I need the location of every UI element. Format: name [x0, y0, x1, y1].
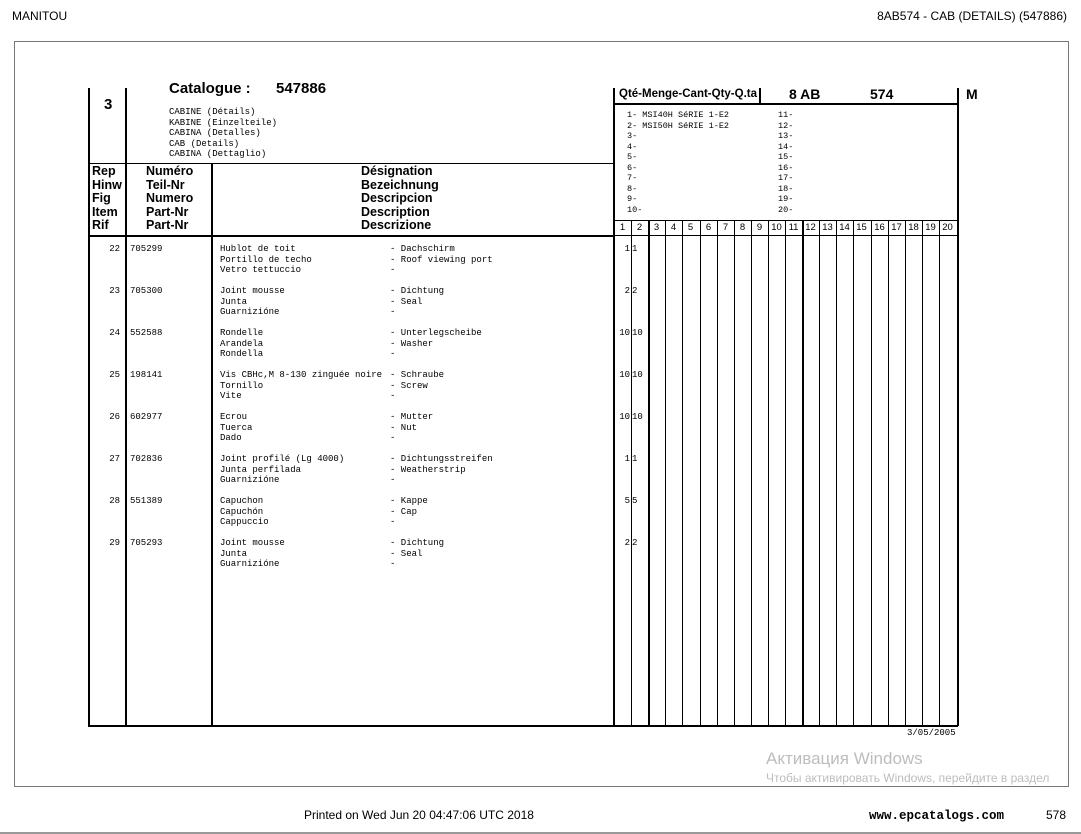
quantity-model-1: 2 [624, 286, 630, 296]
designation-translation: - Dachschirm [390, 244, 455, 254]
designation-line: Capuchón [220, 506, 264, 517]
designation-translation: - Seal [390, 296, 423, 307]
designation-translation: - Dichtung [390, 538, 445, 548]
section-titles: CABINE (Détails) KABINE (Einzelteile) CABINA (Detalles) CAB (Details) CABINA (Dettaglio) [169, 107, 278, 160]
item-ref: 28 [109, 496, 120, 506]
designation-line: Hublot de toit [220, 244, 296, 254]
designation-translation: - [390, 517, 396, 527]
item-ref: 29 [109, 538, 120, 548]
group-number: 574 [870, 86, 894, 102]
column-header-rep: Rep Hinw Fig Item Rif [92, 164, 122, 232]
designation-translation: - Washer [390, 338, 434, 349]
item-ref: 22 [109, 244, 120, 254]
designation-translation: - Roof viewing port [390, 254, 493, 265]
designation-line: Joint mousse [220, 286, 285, 296]
designation-line: Junta [220, 548, 248, 559]
qty-column-header: 4 [670, 222, 677, 233]
designation-translation: - [390, 475, 396, 485]
column-header-numero: Numéro Teil-Nr Numero Part-Nr Part-Nr [146, 164, 194, 232]
quantity-model-2: 1 [632, 454, 638, 464]
qty-column-header: 18 [908, 222, 919, 233]
windows-activation-title: Активация Windows [766, 749, 923, 768]
qty-column-header: 17 [891, 222, 902, 233]
item-ref: 26 [109, 412, 120, 422]
model-list-left: 1- MSI40H SéRIE 1-E2 2- MSI50H SéRIE 1-E2 3- 4- 5- 6- 7- 8- 9- 10- [627, 110, 730, 215]
designation-line: Tornillo [220, 380, 264, 391]
qty-column-header: 14 [839, 222, 850, 233]
qty-column-header: 12 [805, 222, 816, 233]
qty-column-header: 5 [687, 222, 694, 233]
sheet-date: 3/05/2005 [907, 728, 956, 738]
quantity-model-1: 10 [619, 328, 630, 338]
printed-on-label: Printed on Wed Jun 20 04:47:06 UTC 2018 [304, 808, 534, 822]
designation-line: Junta perfilada [220, 464, 302, 475]
designation-translation: - Schraube [390, 370, 445, 380]
windows-activation-hint[interactable]: Чтобы активировать Windows, перейдите в раздел [766, 771, 1050, 785]
qty-column-header: 2 [636, 222, 643, 233]
qty-column-header: 11 [788, 222, 799, 233]
designation-translation: - Nut [390, 422, 418, 433]
qty-column-header: 1 [619, 222, 626, 233]
designation-translation: - Cap [390, 506, 418, 517]
quantity-model-2: 10 [632, 370, 643, 380]
designation-line: Portillo de techo [220, 254, 312, 265]
part-number: 705293 [130, 538, 163, 548]
designation-translation: - Kappe [390, 496, 428, 506]
model-list-right: 11- 12- 13- 14- 15- 16- 17- 18- 19- 20- [778, 110, 794, 215]
part-number: 705300 [130, 286, 163, 296]
qty-column-header: 7 [722, 222, 729, 233]
column-header-designation: Désignation Bezeichnung Descripcion Description Descrizione [361, 164, 439, 232]
quantity-model-1: 1 [624, 244, 630, 254]
designation-line: Vite [220, 391, 242, 401]
catalogue-label: Catalogue : [169, 80, 251, 97]
qty-column-header: 19 [925, 222, 936, 233]
designation-translation: - [390, 391, 396, 401]
designation-line: Guarnizióne [220, 307, 280, 317]
designation-translation: - [390, 349, 396, 359]
part-number: 552588 [130, 328, 163, 338]
designation-line: Rondella [220, 349, 264, 359]
quantity-model-1: 2 [624, 538, 630, 548]
designation-line: Guarnizióne [220, 475, 280, 485]
brand-label: MANITOU [12, 9, 68, 23]
part-number: 702836 [130, 454, 163, 464]
designation-translation: - Unterlegscheibe [390, 328, 482, 338]
qty-column-header: 10 [771, 222, 782, 233]
designation-line: Capuchon [220, 496, 264, 506]
qty-column-header: 16 [874, 222, 885, 233]
quantity-model-2: 2 [632, 538, 638, 548]
designation-translation: - [390, 559, 396, 569]
designation-line: Tuerca [220, 422, 253, 433]
qty-column-header: 8 [739, 222, 746, 233]
quantity-model-2: 2 [632, 286, 638, 296]
designation-line: Vis CBHc,M 8-130 zinguée noire [220, 370, 383, 380]
part-number: 551389 [130, 496, 163, 506]
quantity-model-2: 1 [632, 244, 638, 254]
designation-line: Cappuccio [220, 517, 269, 527]
designation-line: Joint profilé (Lg 4000) [220, 454, 345, 464]
designation-translation: - Mutter [390, 412, 434, 422]
designation-line: Guarnizióne [220, 559, 280, 569]
designation-line: Dado [220, 433, 242, 443]
document-title: 8AB574 - CAB (DETAILS) (547886) [877, 9, 1067, 23]
catalogue-number: 547886 [276, 80, 327, 97]
item-ref: 27 [109, 454, 120, 464]
quantity-model-2: 5 [632, 496, 638, 506]
quantity-model-1: 1 [624, 454, 630, 464]
qty-column-header: 20 [942, 222, 953, 233]
qty-column-header: 3 [653, 222, 660, 233]
designation-translation: - [390, 307, 396, 317]
quantity-header: Qté-Menge-Cant-Qty-Q.ta [619, 88, 757, 100]
quantity-model-1: 10 [619, 370, 630, 380]
item-ref: 23 [109, 286, 120, 296]
quantity-model-1: 5 [624, 496, 630, 506]
item-ref: 25 [109, 370, 120, 380]
part-number: 602977 [130, 412, 163, 422]
designation-translation: - Screw [390, 380, 428, 391]
designation-line: Junta [220, 296, 248, 307]
group-prefix: 8 AB [789, 86, 821, 102]
quantity-model-2: 10 [632, 412, 643, 422]
designation-line: Ecrou [220, 412, 248, 422]
quantity-model-1: 10 [619, 412, 630, 422]
designation-line: Arandela [220, 338, 264, 349]
designation-translation: - Dichtungsstreifen [390, 454, 493, 464]
designation-translation: - [390, 433, 396, 443]
m-label: M [966, 86, 978, 102]
designation-line: Vetro tettuccio [220, 265, 302, 275]
qty-column-header: 13 [822, 222, 833, 233]
designation-translation: - [390, 265, 396, 275]
page-number: 578 [1046, 808, 1067, 822]
quantity-model-2: 10 [632, 328, 643, 338]
item-ref: 24 [109, 328, 120, 338]
qty-column-header: 6 [705, 222, 712, 233]
designation-line: Joint mousse [220, 538, 285, 548]
designation-translation: - Dichtung [390, 286, 445, 296]
part-number: 198141 [130, 370, 163, 380]
qty-column-header: 15 [856, 222, 867, 233]
sheet-page-number: 3 [104, 96, 113, 113]
designation-translation: - Weatherstrip [390, 464, 466, 475]
qty-column-header: 9 [756, 222, 763, 233]
designation-line: Rondelle [220, 328, 264, 338]
part-number: 705299 [130, 244, 163, 254]
designation-translation: - Seal [390, 548, 423, 559]
website-label: www.epcatalogs.com [869, 809, 1005, 823]
